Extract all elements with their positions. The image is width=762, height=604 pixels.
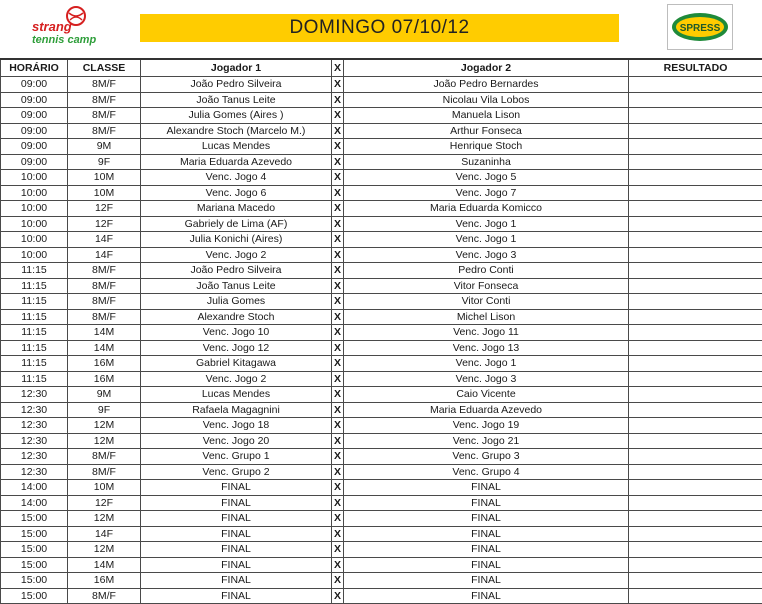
cell-classe: 14F: [68, 247, 141, 263]
cell-classe: 14M: [68, 325, 141, 341]
cell-x: X: [332, 526, 344, 542]
cell-classe: 9M: [68, 387, 141, 403]
cell-classe: 16M: [68, 573, 141, 589]
cell-resultado: [629, 480, 762, 496]
cell-resultado: [629, 449, 762, 465]
cell-jogador-1: Gabriely de Lima (AF): [141, 216, 332, 232]
cell-classe: 8M/F: [68, 123, 141, 139]
cell-horario: 10:00: [1, 185, 68, 201]
cell-horario: 15:00: [1, 573, 68, 589]
cell-horario: 14:00: [1, 495, 68, 511]
cell-jogador-1: Venc. Jogo 4: [141, 170, 332, 186]
cell-classe: 12F: [68, 201, 141, 217]
cell-jogador-2: Venc. Jogo 1: [344, 216, 629, 232]
cell-horario: 09:00: [1, 139, 68, 155]
cell-horario: 11:15: [1, 371, 68, 387]
table-row: [1, 278, 762, 294]
table-row: [1, 139, 762, 155]
column-header-classe: CLASSE: [68, 59, 141, 77]
cell-resultado: [629, 216, 762, 232]
cell-x: X: [332, 247, 344, 263]
cell-horario: 11:15: [1, 294, 68, 310]
cell-resultado: [629, 139, 762, 155]
cell-resultado: [629, 340, 762, 356]
cell-classe: 12F: [68, 216, 141, 232]
cell-horario: 09:00: [1, 123, 68, 139]
cell-horario: 10:00: [1, 170, 68, 186]
cell-resultado: [629, 356, 762, 372]
cell-resultado: [629, 170, 762, 186]
cell-horario: 11:15: [1, 325, 68, 341]
cell-classe: 8M/F: [68, 588, 141, 604]
table-row: [1, 201, 762, 217]
table-row: [1, 216, 762, 232]
cell-resultado: [629, 232, 762, 248]
cell-classe: 8M/F: [68, 309, 141, 325]
cell-classe: 10M: [68, 480, 141, 496]
cell-resultado: [629, 387, 762, 403]
cell-horario: 12:30: [1, 464, 68, 480]
cell-resultado: [629, 418, 762, 434]
cell-classe: 12M: [68, 433, 141, 449]
cell-jogador-2: Michel Lison: [344, 309, 629, 325]
table-header-row: [1, 59, 762, 77]
table-row: [1, 387, 762, 403]
cell-jogador-1: João Tanus Leite: [141, 278, 332, 294]
cell-horario: 12:30: [1, 418, 68, 434]
cell-resultado: [629, 325, 762, 341]
column-header-jogador-1: Jogador 1: [141, 59, 332, 77]
table-row: [1, 77, 762, 93]
table-row: [1, 247, 762, 263]
cell-jogador-2: Vitor Conti: [344, 294, 629, 310]
table-row: [1, 185, 762, 201]
cell-x: X: [332, 511, 344, 527]
cell-jogador-1: Rafaela Magagnini: [141, 402, 332, 418]
table-row: [1, 480, 762, 496]
cell-jogador-1: FINAL: [141, 557, 332, 573]
cell-jogador-1: Maria Eduarda Azevedo: [141, 154, 332, 170]
cell-classe: 8M/F: [68, 263, 141, 279]
cell-resultado: [629, 495, 762, 511]
strang-tennis-camp-logo: [30, 5, 110, 49]
cell-x: X: [332, 309, 344, 325]
cell-jogador-1: FINAL: [141, 511, 332, 527]
cell-x: X: [332, 263, 344, 279]
table-row: [1, 232, 762, 248]
table-row: [1, 418, 762, 434]
cell-jogador-1: FINAL: [141, 480, 332, 496]
table-row: [1, 402, 762, 418]
cell-jogador-2: Manuela Lison: [344, 108, 629, 124]
cell-jogador-2: FINAL: [344, 542, 629, 558]
cell-jogador-2: Venc. Jogo 7: [344, 185, 629, 201]
cell-jogador-1: FINAL: [141, 526, 332, 542]
logo-text-strang: strang: [32, 19, 72, 34]
cell-jogador-2: Henrique Stoch: [344, 139, 629, 155]
cell-resultado: [629, 154, 762, 170]
cell-horario: 15:00: [1, 526, 68, 542]
cell-classe: 14F: [68, 526, 141, 542]
cell-classe: 14M: [68, 340, 141, 356]
cell-classe: 9F: [68, 402, 141, 418]
cell-jogador-2: Pedro Conti: [344, 263, 629, 279]
cell-jogador-1: João Pedro Silveira: [141, 263, 332, 279]
cell-horario: 10:00: [1, 247, 68, 263]
cell-resultado: [629, 247, 762, 263]
table-row: [1, 557, 762, 573]
cell-x: X: [332, 464, 344, 480]
cell-x: X: [332, 573, 344, 589]
table-row: [1, 154, 762, 170]
cell-jogador-2: Venc. Jogo 3: [344, 247, 629, 263]
cell-jogador-1: Alexandre Stoch: [141, 309, 332, 325]
cell-horario: 14:00: [1, 480, 68, 496]
table-row: [1, 340, 762, 356]
cell-jogador-1: Venc. Jogo 20: [141, 433, 332, 449]
cell-jogador-1: Julia Konichi (Aires): [141, 232, 332, 248]
cell-jogador-2: João Pedro Bernardes: [344, 77, 629, 93]
column-header-resultado: RESULTADO: [629, 59, 762, 77]
cell-resultado: [629, 588, 762, 604]
spress-logo: [667, 4, 733, 50]
cell-classe: 8M/F: [68, 92, 141, 108]
cell-resultado: [629, 464, 762, 480]
cell-classe: 14M: [68, 557, 141, 573]
cell-classe: 16M: [68, 356, 141, 372]
table-row: [1, 263, 762, 279]
cell-jogador-1: Venc. Jogo 6: [141, 185, 332, 201]
cell-jogador-2: FINAL: [344, 526, 629, 542]
cell-resultado: [629, 309, 762, 325]
table-row: [1, 464, 762, 480]
cell-classe: 9M: [68, 139, 141, 155]
cell-classe: 14F: [68, 232, 141, 248]
page-title: DOMINGO 07/10/12: [140, 14, 619, 42]
cell-x: X: [332, 371, 344, 387]
table-row: [1, 371, 762, 387]
cell-jogador-2: Venc. Jogo 21: [344, 433, 629, 449]
cell-x: X: [332, 387, 344, 403]
cell-jogador-2: Venc. Grupo 4: [344, 464, 629, 480]
cell-x: X: [332, 356, 344, 372]
column-header-horario: HORÁRIO: [1, 59, 68, 77]
cell-x: X: [332, 170, 344, 186]
cell-resultado: [629, 92, 762, 108]
cell-horario: 09:00: [1, 108, 68, 124]
cell-jogador-2: Caio Vicente: [344, 387, 629, 403]
cell-classe: 8M/F: [68, 464, 141, 480]
cell-horario: 11:15: [1, 340, 68, 356]
cell-x: X: [332, 92, 344, 108]
cell-horario: 09:00: [1, 77, 68, 93]
cell-jogador-1: Lucas Mendes: [141, 139, 332, 155]
cell-jogador-1: Lucas Mendes: [141, 387, 332, 403]
cell-x: X: [332, 449, 344, 465]
cell-x: X: [332, 154, 344, 170]
cell-horario: 10:00: [1, 216, 68, 232]
cell-classe: 8M/F: [68, 108, 141, 124]
cell-horario: 11:15: [1, 309, 68, 325]
cell-resultado: [629, 511, 762, 527]
logo-text-tennis-camp: tennis camp: [32, 34, 96, 46]
cell-jogador-1: Gabriel Kitagawa: [141, 356, 332, 372]
cell-classe: 12M: [68, 542, 141, 558]
cell-resultado: [629, 557, 762, 573]
cell-resultado: [629, 371, 762, 387]
cell-resultado: [629, 542, 762, 558]
cell-x: X: [332, 185, 344, 201]
cell-horario: 09:00: [1, 92, 68, 108]
table-row: [1, 542, 762, 558]
cell-jogador-2: Arthur Fonseca: [344, 123, 629, 139]
cell-resultado: [629, 294, 762, 310]
cell-jogador-1: Venc. Jogo 12: [141, 340, 332, 356]
table-row: [1, 108, 762, 124]
cell-resultado: [629, 278, 762, 294]
cell-jogador-1: Venc. Grupo 1: [141, 449, 332, 465]
cell-x: X: [332, 139, 344, 155]
cell-x: X: [332, 433, 344, 449]
cell-x: X: [332, 108, 344, 124]
cell-jogador-2: Venc. Jogo 13: [344, 340, 629, 356]
cell-jogador-2: Maria Eduarda Komicco: [344, 201, 629, 217]
cell-jogador-1: Julia Gomes (Aires ): [141, 108, 332, 124]
cell-x: X: [332, 542, 344, 558]
cell-jogador-1: Venc. Jogo 2: [141, 247, 332, 263]
cell-jogador-1: FINAL: [141, 573, 332, 589]
cell-horario: 12:30: [1, 433, 68, 449]
cell-classe: 8M/F: [68, 449, 141, 465]
cell-classe: 16M: [68, 371, 141, 387]
cell-jogador-2: FINAL: [344, 511, 629, 527]
cell-classe: 8M/F: [68, 278, 141, 294]
cell-classe: 12F: [68, 495, 141, 511]
cell-x: X: [332, 294, 344, 310]
cell-horario: 10:00: [1, 232, 68, 248]
cell-classe: 10M: [68, 185, 141, 201]
cell-jogador-2: Venc. Jogo 3: [344, 371, 629, 387]
table-row: [1, 511, 762, 527]
cell-x: X: [332, 402, 344, 418]
cell-resultado: [629, 123, 762, 139]
cell-x: X: [332, 325, 344, 341]
table-row: [1, 325, 762, 341]
cell-x: X: [332, 418, 344, 434]
cell-resultado: [629, 433, 762, 449]
cell-resultado: [629, 77, 762, 93]
cell-horario: 15:00: [1, 542, 68, 558]
cell-horario: 11:15: [1, 278, 68, 294]
table-row: [1, 309, 762, 325]
column-header-jogador-2: Jogador 2: [344, 59, 629, 77]
cell-horario: 15:00: [1, 511, 68, 527]
table-row: [1, 433, 762, 449]
cell-jogador-1: Venc. Jogo 18: [141, 418, 332, 434]
cell-resultado: [629, 402, 762, 418]
cell-classe: 12M: [68, 511, 141, 527]
cell-horario: 11:15: [1, 356, 68, 372]
cell-resultado: [629, 573, 762, 589]
page-header: [0, 0, 762, 58]
cell-x: X: [332, 232, 344, 248]
cell-jogador-2: Venc. Grupo 3: [344, 449, 629, 465]
cell-resultado: [629, 526, 762, 542]
cell-classe: 12M: [68, 418, 141, 434]
cell-jogador-1: FINAL: [141, 588, 332, 604]
table-row: [1, 92, 762, 108]
cell-jogador-1: João Tanus Leite: [141, 92, 332, 108]
cell-resultado: [629, 201, 762, 217]
cell-classe: 8M/F: [68, 77, 141, 93]
cell-jogador-2: Suzaninha: [344, 154, 629, 170]
table-row: [1, 449, 762, 465]
cell-jogador-2: Venc. Jogo 1: [344, 356, 629, 372]
column-header-x: X: [332, 59, 344, 77]
cell-resultado: [629, 263, 762, 279]
cell-jogador-1: Mariana Macedo: [141, 201, 332, 217]
cell-resultado: [629, 185, 762, 201]
cell-jogador-2: Nicolau Vila Lobos: [344, 92, 629, 108]
cell-x: X: [332, 278, 344, 294]
table-row: [1, 495, 762, 511]
table-row: [1, 356, 762, 372]
cell-jogador-1: Venc. Jogo 10: [141, 325, 332, 341]
cell-jogador-1: FINAL: [141, 495, 332, 511]
cell-jogador-1: Venc. Jogo 2: [141, 371, 332, 387]
cell-jogador-2: FINAL: [344, 480, 629, 496]
cell-jogador-2: Venc. Jogo 19: [344, 418, 629, 434]
cell-jogador-1: Alexandre Stoch (Marcelo M.): [141, 123, 332, 139]
cell-jogador-2: FINAL: [344, 588, 629, 604]
table-row: [1, 526, 762, 542]
table-body: [1, 77, 762, 604]
cell-jogador-2: Venc. Jogo 1: [344, 232, 629, 248]
cell-jogador-2: FINAL: [344, 557, 629, 573]
cell-horario: 12:30: [1, 402, 68, 418]
cell-x: X: [332, 340, 344, 356]
cell-jogador-1: João Pedro Silveira: [141, 77, 332, 93]
cell-classe: 8M/F: [68, 294, 141, 310]
cell-jogador-2: FINAL: [344, 573, 629, 589]
cell-x: X: [332, 216, 344, 232]
spress-logo-text: SPRESS: [680, 23, 721, 34]
schedule-table: [0, 58, 762, 604]
cell-jogador-2: Vitor Fonseca: [344, 278, 629, 294]
cell-x: X: [332, 123, 344, 139]
table-row: [1, 170, 762, 186]
cell-classe: 9F: [68, 154, 141, 170]
cell-classe: 10M: [68, 170, 141, 186]
cell-x: X: [332, 201, 344, 217]
cell-horario: 12:30: [1, 449, 68, 465]
cell-horario: 10:00: [1, 201, 68, 217]
cell-horario: 15:00: [1, 588, 68, 604]
cell-jogador-2: FINAL: [344, 495, 629, 511]
table-row: [1, 588, 762, 604]
cell-jogador-1: Venc. Grupo 2: [141, 464, 332, 480]
table-row: [1, 123, 762, 139]
table-row: [1, 294, 762, 310]
cell-resultado: [629, 108, 762, 124]
cell-x: X: [332, 77, 344, 93]
cell-x: X: [332, 557, 344, 573]
cell-jogador-1: FINAL: [141, 542, 332, 558]
cell-x: X: [332, 495, 344, 511]
table-row: [1, 573, 762, 589]
cell-jogador-2: Venc. Jogo 5: [344, 170, 629, 186]
cell-horario: 11:15: [1, 263, 68, 279]
cell-jogador-2: Venc. Jogo 11: [344, 325, 629, 341]
cell-jogador-2: Maria Eduarda Azevedo: [344, 402, 629, 418]
cell-horario: 15:00: [1, 557, 68, 573]
cell-jogador-1: Julia Gomes: [141, 294, 332, 310]
cell-x: X: [332, 480, 344, 496]
cell-horario: 12:30: [1, 387, 68, 403]
cell-x: X: [332, 588, 344, 604]
cell-horario: 09:00: [1, 154, 68, 170]
